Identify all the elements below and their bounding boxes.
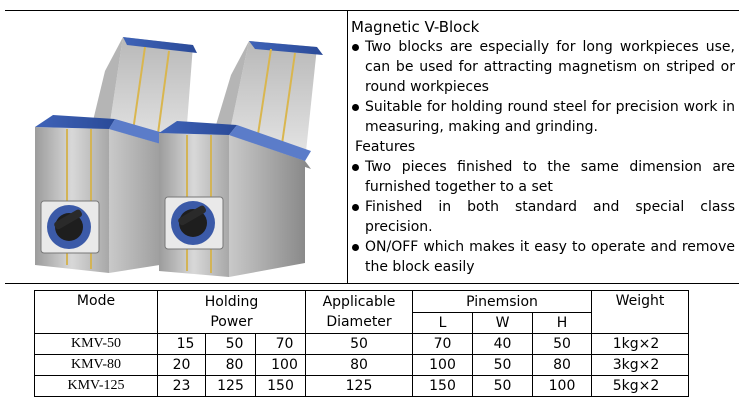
cell-w: 50 (473, 376, 533, 397)
product-description (351, 17, 735, 277)
table-row (35, 334, 689, 355)
cell-weight: 5kg×2 (592, 376, 689, 397)
bullet-item: Suitable for holding round steel for precision work in measuring, making and grinding. (351, 97, 735, 137)
feature-item: Two pieces finished to the same dimension are furnished together to a set (351, 157, 735, 197)
cell-power: 100 (256, 355, 306, 376)
bullet-dot-icon (352, 44, 359, 51)
product-panel (5, 10, 739, 284)
panel-divider (347, 11, 348, 283)
header-mode: Mode (35, 291, 158, 334)
cell-h: 50 (533, 334, 592, 355)
cell-l: 70 (413, 334, 473, 355)
cell-power: 150 (256, 376, 306, 397)
cell-power: 15 (158, 334, 206, 355)
bullet-dot-icon (352, 164, 359, 171)
cell-model: KMV-80 (35, 355, 158, 376)
header-applicable-diameter: Applicable Diameter (306, 291, 413, 334)
cell-power: 70 (256, 334, 306, 355)
bullet-dot-icon (352, 204, 359, 211)
cell-l: 100 (413, 355, 473, 376)
header-w: W (473, 313, 533, 334)
feature-item: ON/OFF which makes it easy to operate and remove the block easily (351, 237, 735, 277)
header-l: L (413, 313, 473, 334)
bullet-dot-icon (352, 244, 359, 251)
cell-power: 20 (158, 355, 206, 376)
table-row (35, 355, 689, 376)
cell-w: 50 (473, 355, 533, 376)
spec-table (34, 290, 689, 397)
cell-diameter: 125 (306, 376, 413, 397)
header-weight: Weight (592, 291, 689, 334)
cell-power: 125 (206, 376, 256, 397)
bullet-item: Two blocks are especially for long workpieces use, can be used for attracting magnetism on striped or round workpieces (351, 37, 735, 97)
cell-model: KMV-50 (35, 334, 158, 355)
cell-power: 23 (158, 376, 206, 397)
cell-power: 80 (206, 355, 256, 376)
header-h: H (533, 313, 592, 334)
product-title: Magnetic V-Block (351, 18, 480, 36)
cell-l: 150 (413, 376, 473, 397)
cell-model: KMV-125 (35, 376, 158, 397)
cell-h: 80 (533, 355, 592, 376)
cell-power: 50 (206, 334, 256, 355)
bullet-dot-icon (352, 104, 359, 111)
feature-item: Finished in both standard and special class precision. (351, 197, 735, 237)
product-photo (5, 11, 346, 283)
cell-diameter: 80 (306, 355, 413, 376)
cell-diameter: 50 (306, 334, 413, 355)
cell-weight: 1kg×2 (592, 334, 689, 355)
header-holding-power: Holding Power (158, 291, 306, 334)
header-dimension: Pinemsion (413, 291, 592, 313)
cell-w: 40 (473, 334, 533, 355)
cell-h: 100 (533, 376, 592, 397)
cell-weight: 3kg×2 (592, 355, 689, 376)
features-label: Features (355, 139, 416, 155)
table-row (35, 376, 689, 397)
